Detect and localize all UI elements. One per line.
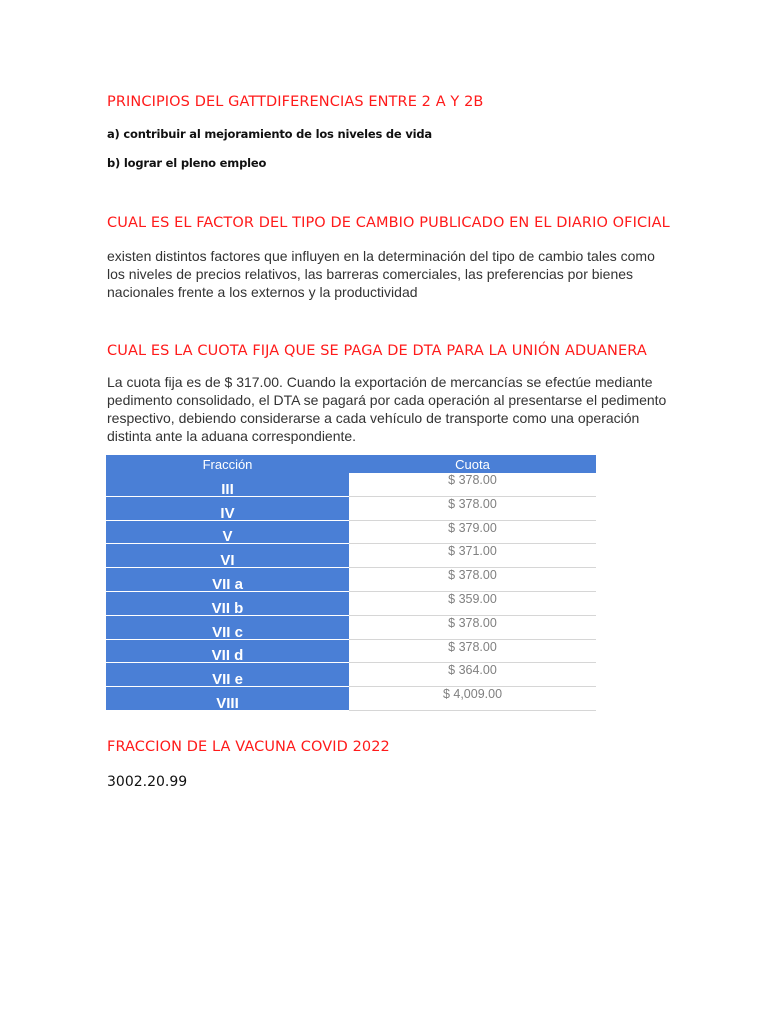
vaccine-fraction-heading: FRACCION DE LA VACUNA COVID 2022: [107, 739, 390, 755]
fraction-cell: VII e: [106, 663, 349, 687]
quota-cell: $ 379.00: [349, 520, 596, 544]
fraction-cell: VIII: [106, 687, 349, 711]
fraction-cell: VII d: [106, 639, 349, 663]
table-row: [106, 496, 596, 520]
fraction-cell: V: [106, 520, 349, 544]
principle-item-a: a) contribuir al mejoramiento de los niveles de vida: [107, 127, 432, 141]
paragraph-line: respectivo, debiendo considerarse a cada vehículo de transporte como una operación: [107, 410, 640, 426]
dta-fee-paragraph: [107, 373, 697, 445]
quota-cell: $ 378.00: [349, 639, 596, 663]
dta-fee-table: [106, 455, 596, 711]
header-fraccion: Fracción: [106, 455, 349, 473]
table-row: [106, 520, 596, 544]
quota-cell: $ 378.00: [349, 473, 596, 496]
table-header-row: [106, 455, 596, 473]
fraction-cell: VII b: [106, 591, 349, 615]
table-row: [106, 639, 596, 663]
paragraph-line: los niveles de precios relativos, las barreras comerciales, las preferencias por bienes: [107, 266, 634, 282]
table-row: [106, 615, 596, 639]
principle-item-b: b) lograr el pleno empleo: [107, 156, 267, 170]
quota-cell: $ 359.00: [349, 591, 596, 615]
paragraph-line: existen distintos factores que influyen en la determinación del tipo de cambio tales como: [107, 248, 655, 264]
fraction-cell: VII a: [106, 568, 349, 592]
fraction-cell: III: [106, 473, 349, 496]
table-row: [106, 473, 596, 496]
quota-cell: $ 378.00: [349, 615, 596, 639]
fraction-cell: IV: [106, 496, 349, 520]
quota-cell: $ 4,009.00: [349, 687, 596, 711]
quota-cell: $ 378.00: [349, 496, 596, 520]
paragraph-line: distinta ante la aduana correspondiente.: [107, 428, 357, 444]
quota-cell: $ 371.00: [349, 544, 596, 568]
table-row: [106, 687, 596, 711]
quota-cell: $ 364.00: [349, 663, 596, 687]
table-row: [106, 591, 596, 615]
vaccine-fraction-value: 3002.20.99: [107, 774, 188, 790]
table-row: [106, 568, 596, 592]
gatt-principles-heading: PRINCIPIOS DEL GATTDIFERENCIAS ENTRE 2 A Y 2B: [107, 94, 484, 110]
table-row: [106, 663, 596, 687]
dta-fee-heading: CUAL ES LA CUOTA FIJA QUE SE PAGA DE DTA PARA LA UNIÓN ADUANERA: [107, 343, 647, 359]
fraction-cell: VI: [106, 544, 349, 568]
exchange-rate-heading: CUAL ES EL FACTOR DEL TIPO DE CAMBIO PUBLICADO EN EL DIARIO OFICIAL: [107, 215, 670, 231]
paragraph-line: nacionales frente a los externos y la productividad: [107, 284, 418, 300]
header-cuota: Cuota: [349, 455, 596, 473]
exchange-rate-paragraph: [107, 247, 667, 301]
paragraph-line: La cuota fija es de $ 317.00. Cuando la exportación de mercancías se efectúe mediante: [107, 374, 653, 390]
table-row: [106, 544, 596, 568]
paragraph-line: pedimento consolidado, el DTA se pagará por cada operación al presentarse el pedimento: [107, 392, 667, 408]
quota-cell: $ 378.00: [349, 568, 596, 592]
fraction-cell: VII c: [106, 615, 349, 639]
